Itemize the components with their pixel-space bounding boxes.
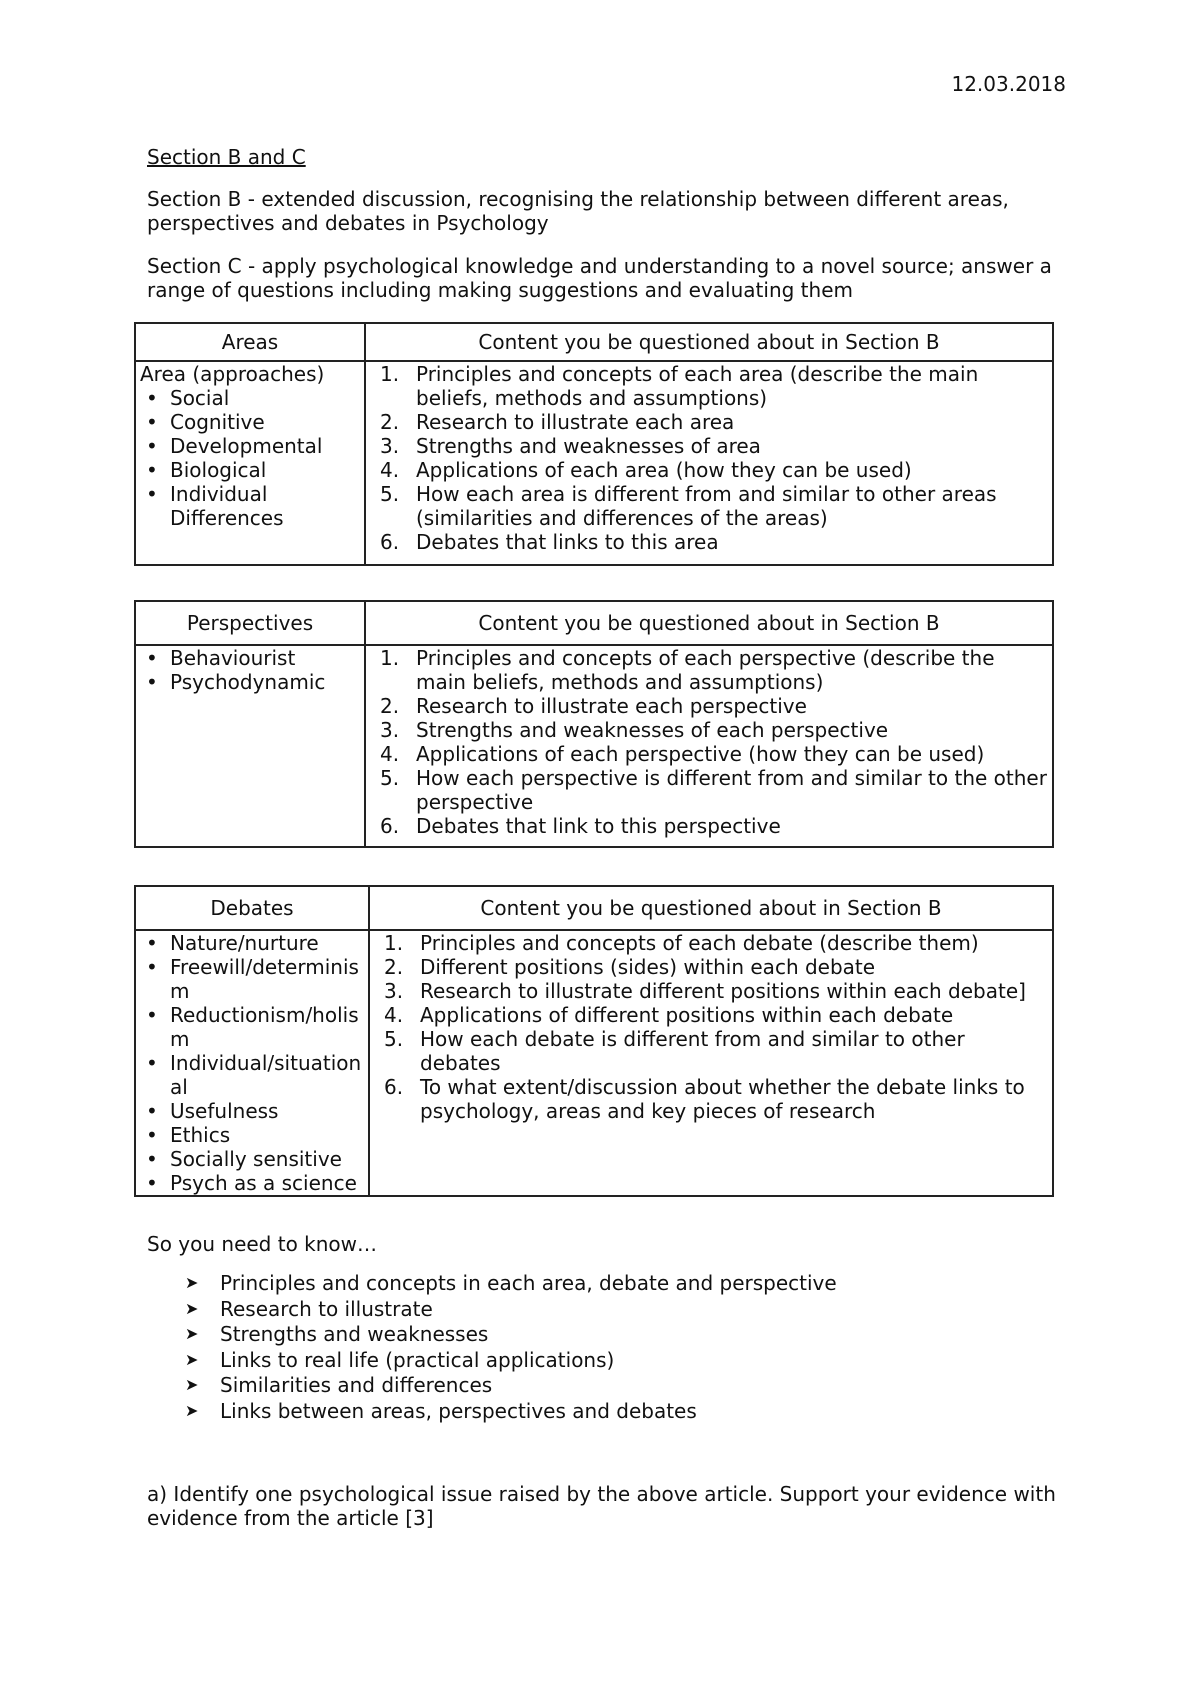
list-item: ➤ Similarities and differences (185, 1373, 493, 1397)
list-item: ➤ Principles and concepts in each area, debate and perspective (185, 1271, 837, 1295)
list-item: 3. Research to illustrate different positions within each debate] (384, 979, 1026, 1003)
list-item: • Cognitive (140, 410, 360, 434)
section-heading: Section B and C (147, 145, 306, 169)
arrow-bullet-icon: ➤ (185, 1273, 199, 1292)
list-item: 2. Different positions (sides) within each debate (384, 955, 876, 979)
list-item: • Usefulness (140, 1099, 364, 1123)
list-item: ➤ Strengths and weaknesses (185, 1322, 489, 1346)
know-list (185, 1271, 837, 1424)
list-item: 4. Applications of each area (how they can be used) (380, 458, 912, 482)
areas-header: Areas (135, 323, 365, 361)
list-item: • Psych as a science (140, 1171, 364, 1195)
debates-list-cell (135, 930, 369, 1196)
debates-table (134, 885, 1054, 1197)
list-item: • Reductionism/holism (140, 1003, 364, 1051)
list-item: 5. How each debate is different from and similar to other debates (384, 1027, 965, 1075)
arrow-bullet-icon: ➤ (185, 1324, 199, 1343)
list-item: • Social (140, 386, 360, 410)
list-item: • Nature/nurture (140, 931, 364, 955)
list-item: 1. Principles and concepts of each area (describe the main beliefs, methods and assumptions) (380, 362, 979, 410)
know-heading: So you need to know… (147, 1232, 378, 1256)
list-item: • Individual Differences (140, 482, 285, 530)
list-item: 3. Strengths and weaknesses of area (380, 434, 761, 458)
debates-content-cell (369, 930, 1053, 1196)
list-item: 6. To what extent/discussion about whether the debate links to psychology, areas and key pieces of research (384, 1075, 1025, 1123)
list-item: • Socially sensitive (140, 1147, 364, 1171)
areas-list-cell (135, 361, 365, 565)
list-item: • Biological (140, 458, 360, 482)
list-item: 4. Applications of different positions within each debate (384, 1003, 954, 1027)
perspectives-table (134, 600, 1054, 848)
list-item: • Psychodynamic (140, 670, 360, 694)
arrow-bullet-icon: ➤ (185, 1298, 199, 1318)
list-item: 4. Applications of each perspective (how they can be used) (380, 742, 985, 766)
arrow-bullet-icon: ➤ (185, 1375, 199, 1394)
areas-content-cell (365, 361, 1053, 565)
list-item: 2. Research to illustrate each perspective (380, 694, 807, 718)
perspectives-content-cell (365, 645, 1053, 847)
list-item: • Ethics (140, 1123, 364, 1147)
list-item: 6. Debates that links to this area (380, 530, 719, 554)
areas-content-header: Content you be questioned about in Section B (365, 323, 1053, 361)
list-item: 1. Principles and concepts of each perspective (describe the main beliefs, methods and assumptions) (380, 646, 995, 694)
list-item: 5. How each perspective is different from and similar to the other perspective (380, 766, 1047, 814)
perspectives-content-header: Content you be questioned about in Section B (365, 601, 1053, 645)
list-item: • Individual/situational (140, 1051, 364, 1099)
arrow-bullet-icon: ➤ (185, 1400, 199, 1420)
list-item: 6. Debates that link to this perspective (380, 814, 781, 838)
perspectives-header: Perspectives (135, 601, 365, 645)
list-item: • Developmental (140, 434, 360, 458)
areas-table (134, 322, 1054, 566)
list-item: • Behaviourist (140, 646, 360, 670)
document-date: 12.03.2018 (951, 72, 1066, 96)
list-item: ➤ Links to real life (practical applications) (185, 1347, 615, 1372)
list-item: 3. Strengths and weaknesses of each perspective (380, 718, 889, 742)
list-item: 2. Research to illustrate each area (380, 410, 735, 434)
arrow-bullet-icon: ➤ (185, 1349, 199, 1369)
areas-approaches-label: Area (approaches) (140, 362, 325, 386)
list-item: • Freewill/determinism (140, 955, 364, 1003)
debates-header: Debates (135, 886, 369, 930)
perspectives-list-cell (135, 645, 365, 847)
list-item: ➤ Research to illustrate (185, 1296, 433, 1321)
section-b-description: Section B - extended discussion, recognising the relationship between different areas, perspectives and debates in Psychology (147, 187, 1009, 235)
list-item: 5. How each area is different from and similar to other areas (similarities and differences of the areas) (380, 482, 997, 530)
question-text: a) Identify one psychological issue raised by the above article. Support your evidence with evidence from the article [3] (147, 1482, 1056, 1530)
list-item: ➤ Links between areas, perspectives and debates (185, 1398, 697, 1423)
section-c-description: Section C - apply psychological knowledge and understanding to a novel source; answer a range of questions including making suggestions and evaluating them (147, 254, 1052, 302)
debates-content-header: Content you be questioned about in Section B (369, 886, 1053, 930)
list-item: 1. Principles and concepts of each debate (describe them) (384, 931, 979, 955)
